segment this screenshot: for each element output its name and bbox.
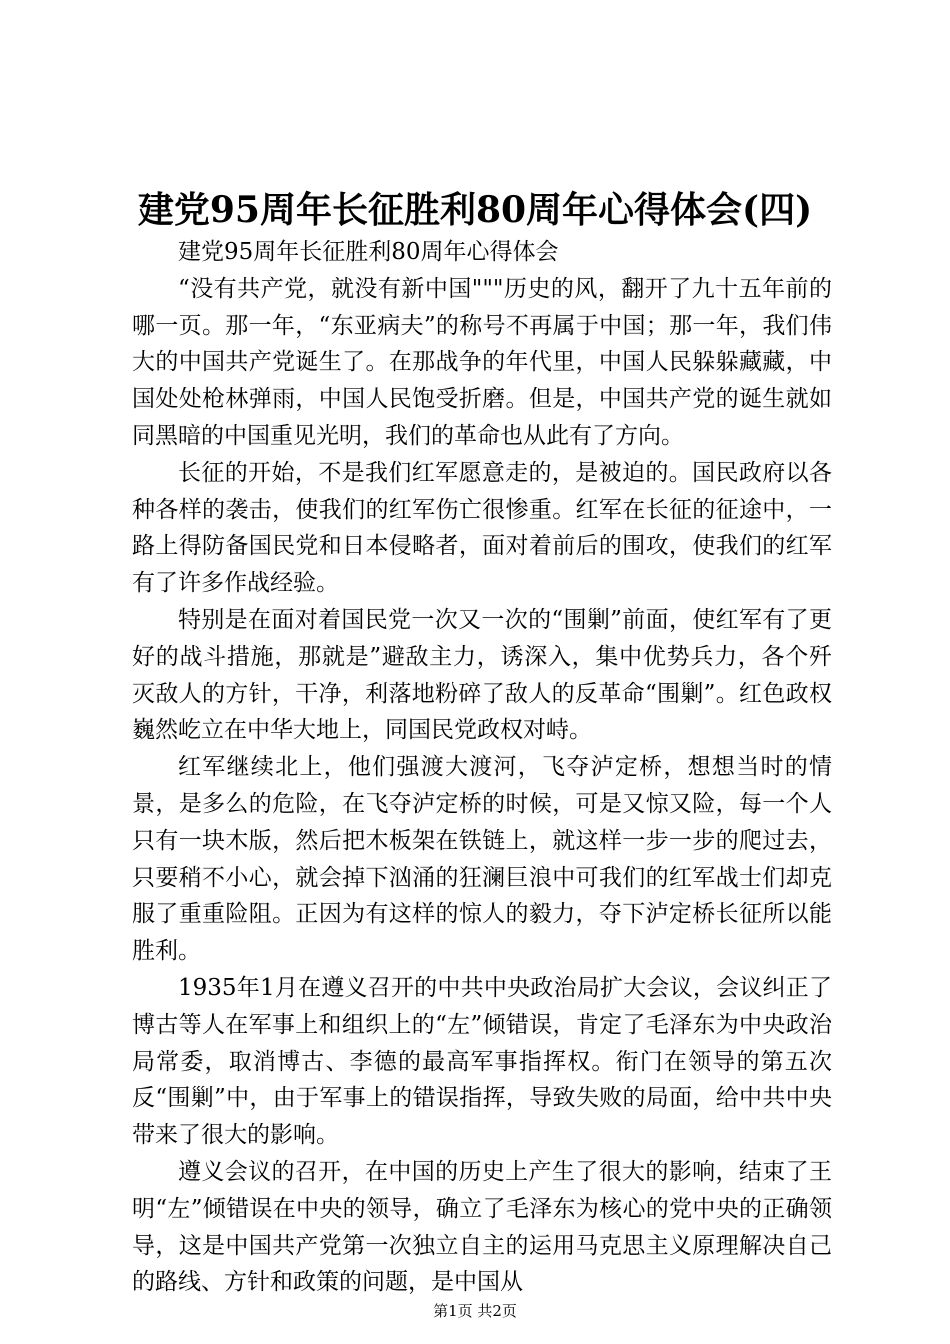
paragraph: 遵义会议的召开，在中国的历史上产生了很大的影响，结束了王明“左”倾错误在中央的领导，确立了毛泽东为核心的党中央的正确领导，这是中国共产党第一次独立自主的运用马克思主义原理解决自己的路线、方针和政策的问题，是中国从 (132, 1158, 832, 1296)
paragraph: 特别是在面对着国民党一次又一次的“围剿”前面，使红军有了更好的战斗措施，那就是”避敌主力，诱深入，集中优势兵力，各个歼灭敌人的方针，干净，利落地粉碎了敌人的反革命“围剿”。红色政权巍然屹立在中华大地上，同国民党政权对峙。 (132, 606, 832, 744)
paragraph: 1935年1月在遵义召开的中共中央政治局扩大会议，会议纠正了博古等人在军事上和组织上的“左”倾错误，肯定了毛泽东为中央政治局常委，取消博古、李德的最高军事指挥权。衔门在领导的第五次反“围剿”中，由于军事上的错误指挥，导致失败的局面，给中共中央带来了很大的影响。 (132, 974, 832, 1149)
paragraph: 长征的开始，不是我们红军愿意走的，是被迫的。国民政府以各种各样的袭击，使我们的红军伤亡很惨重。红军在长征的征途中，一路上得防备国民党和日本侵略者，面对着前后的围攻，使我们的红军有了许多作战经验。 (132, 459, 832, 597)
document-subtitle: 建党95周年长征胜利80周年心得体会 (178, 239, 559, 265)
document-title: 建党95周年长征胜利80周年心得体会(四) (137, 189, 813, 231)
paragraph: “没有共产党，就没有新中国"""历史的风，翻开了九十五年前的哪一页。那一年，“东亚病夫”的称号不再属于中国；那一年，我们伟大的中国共产党诞生了。在那战争的年代里，中国人民躲躲藏藏，中国处处枪林弹雨，中国人民饱受折磨。但是，中国共产党的诞生就如同黑暗的中国重见光明，我们的革命也从此有了方向。 (132, 275, 832, 449)
paragraph: 红军继续北上，他们强渡大渡河，飞夺泸定桥，想想当时的情景，是多么的危险，在飞夺泸定桥的时候，可是又惊又险，每一个人只有一块木版，然后把木板架在铁链上，就这样一步一步的爬过去，只要稍不小心，就会掉下汹涌的狂澜巨浪中可我们的红军战士们却克服了重重险阻。正因为有这样的惊人的毅力，夺下泸定桥长征所以能胜利。 (132, 754, 832, 965)
document-body (132, 234, 832, 1301)
page-number-footer: 第1页 共2页 (433, 1302, 517, 1320)
